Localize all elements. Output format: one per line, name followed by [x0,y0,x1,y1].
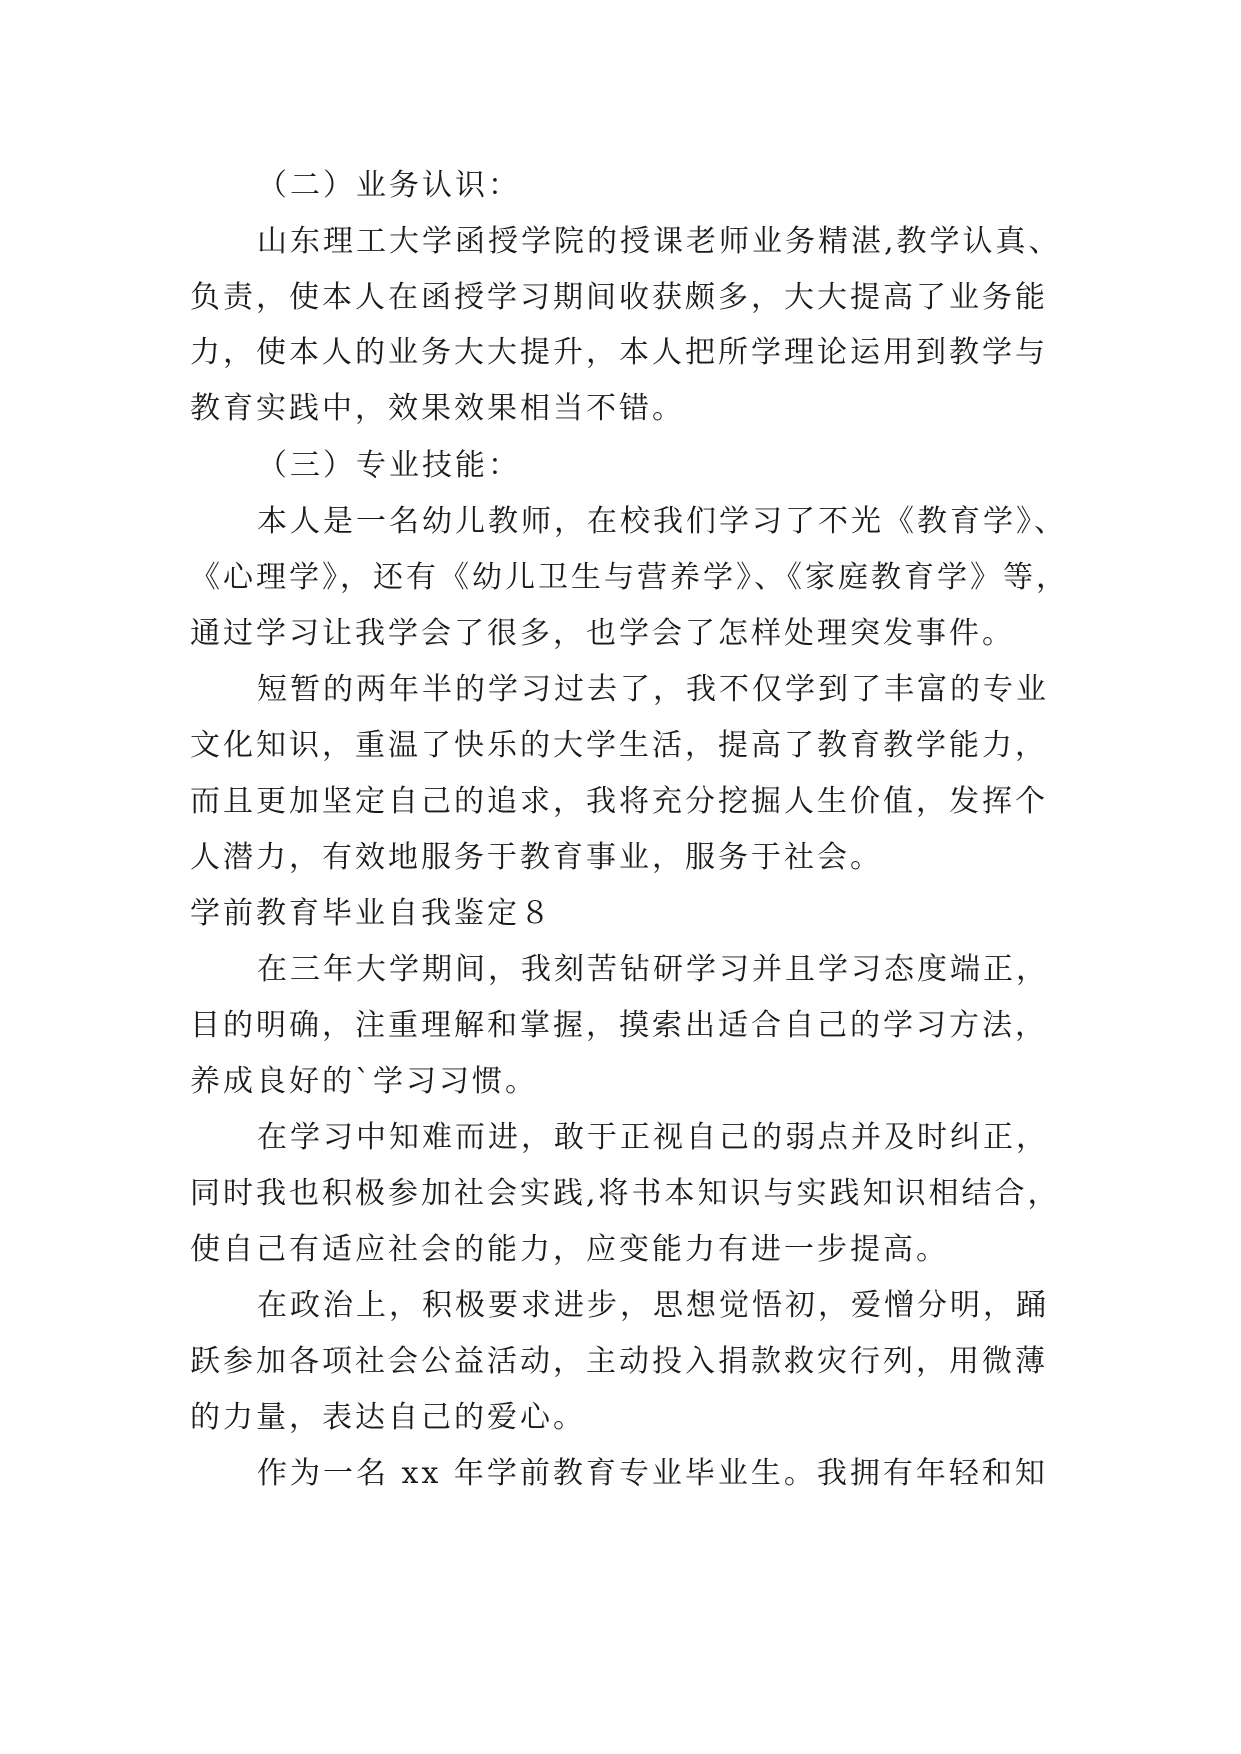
paragraph-line: 山东理工大学函授学院的授课老师业务精湛,教学认真、 [257,224,1062,259]
section-heading-skills: （三）专业技能： [257,448,521,483]
paragraph-line: 而且更加坚定自己的追求，我将充分挖掘人生价值，发挥个 [190,784,1048,819]
paragraph-line: 通过学习让我学会了很多，也学会了怎样处理突发事件。 [190,616,1015,651]
paragraph-line: 文化知识，重温了快乐的大学生活，提高了教育教学能力， [190,728,1048,763]
paragraph-line: 负责，使本人在函授学习期间收获颇多，大大提高了业务能 [190,280,1048,315]
paragraph-line: 力，使本人的业务大大提升，本人把所学理论运用到教学与 [190,335,1048,370]
section-title: 学前教育毕业自我鉴定８ [190,896,553,931]
section-heading-business: （二）业务认识： [257,168,521,203]
paragraph-line: 在学习中知难而进，敢于正视自己的弱点并及时纠正， [257,1120,1049,1155]
paragraph-line: 的力量，表达自己的爱心。 [190,1400,586,1435]
paragraph-line: 作为一名 xx 年学前教育专业毕业生。我拥有年轻和知 [257,1456,1048,1491]
paragraph-line: 教育实践中，效果效果相当不错。 [190,391,685,426]
paragraph-line: 短暂的两年半的学习过去了，我不仅学到了丰富的专业 [257,672,1049,707]
paragraph-line: 本人是一名幼儿教师，在校我们学习了不光《教育学》、 [257,504,1067,539]
paragraph-line: 同时我也积极参加社会实践,将书本知识与实践知识相结合， [190,1176,1061,1211]
paragraph-line: 目的明确，注重理解和掌握，摸索出适合自己的学习方法， [190,1008,1048,1043]
paragraph-line: 在三年大学期间，我刻苦钻研学习并且学习态度端正， [257,952,1049,987]
paragraph-line: 跃参加各项社会公益活动，主动投入捐款救灾行列，用微薄 [190,1344,1048,1379]
paragraph-line: 使自己有适应社会的能力，应变能力有进一步提高。 [190,1232,949,1267]
paragraph-line: 养成良好的`学习习惯。 [190,1064,538,1099]
paragraph-line: 在政治上，积极要求进步，思想觉悟初，爱憎分明，踊 [257,1288,1049,1323]
paragraph-line: 人潜力，有效地服务于教育事业，服务于社会。 [190,840,883,875]
paragraph-line: 《心理学》，还有《幼儿卫生与营养学》、《家庭教育学》等， [190,560,1069,595]
